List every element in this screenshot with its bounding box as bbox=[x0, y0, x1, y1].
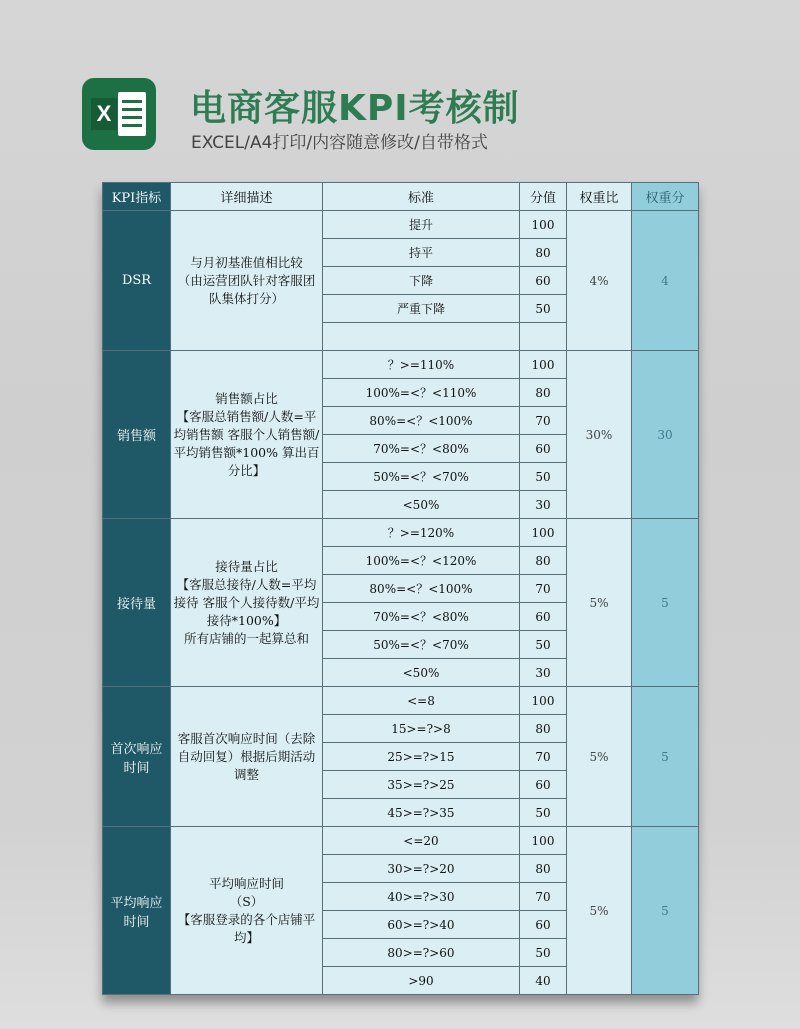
excel-x-letter: X bbox=[91, 98, 117, 130]
col-header-desc: 详细描述 bbox=[171, 183, 323, 211]
standard-cell: 70%=<？<80% bbox=[323, 603, 520, 631]
standard-cell: 严重下降 bbox=[323, 295, 520, 323]
score-cell: 70 bbox=[520, 575, 567, 603]
standard-cell: 35>=?>25 bbox=[323, 771, 520, 799]
weight-score-cell: 4 bbox=[632, 211, 699, 351]
table-row bbox=[103, 687, 699, 715]
score-cell: 60 bbox=[520, 771, 567, 799]
col-header-kpi: KPI指标 bbox=[103, 183, 171, 211]
standard-cell: <50% bbox=[323, 491, 520, 519]
standard-cell: >90 bbox=[323, 967, 520, 995]
description-cell: 客服首次响应时间（去除自动回复）根据后期活动调整 bbox=[171, 687, 323, 827]
standard-cell: 15>=?>8 bbox=[323, 715, 520, 743]
kpi-table bbox=[102, 182, 699, 995]
col-header-standard: 标准 bbox=[323, 183, 520, 211]
kpi-sheet bbox=[102, 182, 698, 995]
table-row bbox=[103, 211, 699, 239]
page-subtitle: EXCEL/A4打印/内容随意修改/自带格式 bbox=[191, 133, 488, 153]
score-cell: 30 bbox=[520, 491, 567, 519]
table-row bbox=[103, 827, 699, 855]
kpi-name-cell: DSR bbox=[103, 211, 171, 351]
description-cell: 与月初基准值相比较 （由运营团队针对客服团队集体打分） bbox=[171, 211, 323, 351]
standard-cell: 25>=?>15 bbox=[323, 743, 520, 771]
score-cell: 30 bbox=[520, 659, 567, 687]
weight-ratio-cell: 5% bbox=[567, 827, 632, 995]
standard-cell: 持平 bbox=[323, 239, 520, 267]
score-cell: 60 bbox=[520, 603, 567, 631]
score-cell: 100 bbox=[520, 519, 567, 547]
standard-cell: <=20 bbox=[323, 827, 520, 855]
col-header-ratio: 权重比 bbox=[567, 183, 632, 211]
weight-ratio-cell: 4% bbox=[567, 211, 632, 351]
score-cell: 100 bbox=[520, 687, 567, 715]
kpi-name-cell: 平均响应时间 bbox=[103, 827, 171, 995]
score-cell: 60 bbox=[520, 911, 567, 939]
description-cell: 销售额占比 【客服总销售额/人数=平均销售额 客服个人销售额/平均销售额*100% 算出百分比】 bbox=[171, 351, 323, 519]
kpi-name-cell: 首次响应时间 bbox=[103, 687, 171, 827]
standard-cell: 60>=?>40 bbox=[323, 911, 520, 939]
kpi-name-cell: 接待量 bbox=[103, 519, 171, 687]
score-cell: 80 bbox=[520, 379, 567, 407]
col-header-score: 分值 bbox=[520, 183, 567, 211]
weight-ratio-cell: 5% bbox=[567, 687, 632, 827]
weight-score-cell: 5 bbox=[632, 827, 699, 995]
standard-cell: 下降 bbox=[323, 267, 520, 295]
standard-cell: 100%=<？<110% bbox=[323, 379, 520, 407]
score-cell: 70 bbox=[520, 883, 567, 911]
weight-ratio-cell: 30% bbox=[567, 351, 632, 519]
standard-cell: ？>=120% bbox=[323, 519, 520, 547]
score-cell: 100 bbox=[520, 211, 567, 239]
score-cell: 50 bbox=[520, 939, 567, 967]
weight-score-cell: 5 bbox=[632, 519, 699, 687]
score-cell: 100 bbox=[520, 827, 567, 855]
standard-cell: 45>=?>35 bbox=[323, 799, 520, 827]
standard-cell: 80>=?>60 bbox=[323, 939, 520, 967]
score-cell: 40 bbox=[520, 967, 567, 995]
standard-cell: 40>=?>30 bbox=[323, 883, 520, 911]
score-cell: 50 bbox=[520, 799, 567, 827]
standard-cell: 30>=?>20 bbox=[323, 855, 520, 883]
score-cell: 100 bbox=[520, 351, 567, 379]
description-cell: 平均响应时间 （S） 【客服登录的各个店铺平均】 bbox=[171, 827, 323, 995]
weight-score-cell: 30 bbox=[632, 351, 699, 519]
weight-ratio-cell: 5% bbox=[567, 519, 632, 687]
standard-cell: 70%=<？<80% bbox=[323, 435, 520, 463]
score-cell: 70 bbox=[520, 743, 567, 771]
header-row bbox=[103, 183, 699, 211]
score-cell bbox=[520, 323, 567, 351]
score-cell: 50 bbox=[520, 631, 567, 659]
standard-cell bbox=[323, 323, 520, 351]
standard-cell: 80%=<？<100% bbox=[323, 575, 520, 603]
score-cell: 80 bbox=[520, 855, 567, 883]
standard-cell: 100%=<？<120% bbox=[323, 547, 520, 575]
standard-cell: 80%=<？<100% bbox=[323, 407, 520, 435]
page-title: 电商客服KPI考核制 bbox=[190, 88, 520, 129]
standard-cell: 50%=<？<70% bbox=[323, 463, 520, 491]
kpi-name-cell: 销售额 bbox=[103, 351, 171, 519]
score-cell: 80 bbox=[520, 547, 567, 575]
standard-cell: <50% bbox=[323, 659, 520, 687]
standard-cell: <=8 bbox=[323, 687, 520, 715]
table-row bbox=[103, 351, 699, 379]
score-cell: 80 bbox=[520, 715, 567, 743]
score-cell: 60 bbox=[520, 435, 567, 463]
col-header-weight: 权重分 bbox=[632, 183, 699, 211]
score-cell: 70 bbox=[520, 407, 567, 435]
score-cell: 50 bbox=[520, 295, 567, 323]
score-cell: 80 bbox=[520, 239, 567, 267]
standard-cell: 提升 bbox=[323, 211, 520, 239]
score-cell: 50 bbox=[520, 463, 567, 491]
standard-cell: 50%=<？<70% bbox=[323, 631, 520, 659]
excel-logo-icon bbox=[82, 78, 156, 150]
description-cell: 接待量占比 【客服总接待/人数=平均接待 客服个人接待数/平均接待*100%】 所有店铺的一起算总和 bbox=[171, 519, 323, 687]
weight-score-cell: 5 bbox=[632, 687, 699, 827]
standard-cell: ？>=110% bbox=[323, 351, 520, 379]
score-cell: 60 bbox=[520, 267, 567, 295]
table-row bbox=[103, 519, 699, 547]
